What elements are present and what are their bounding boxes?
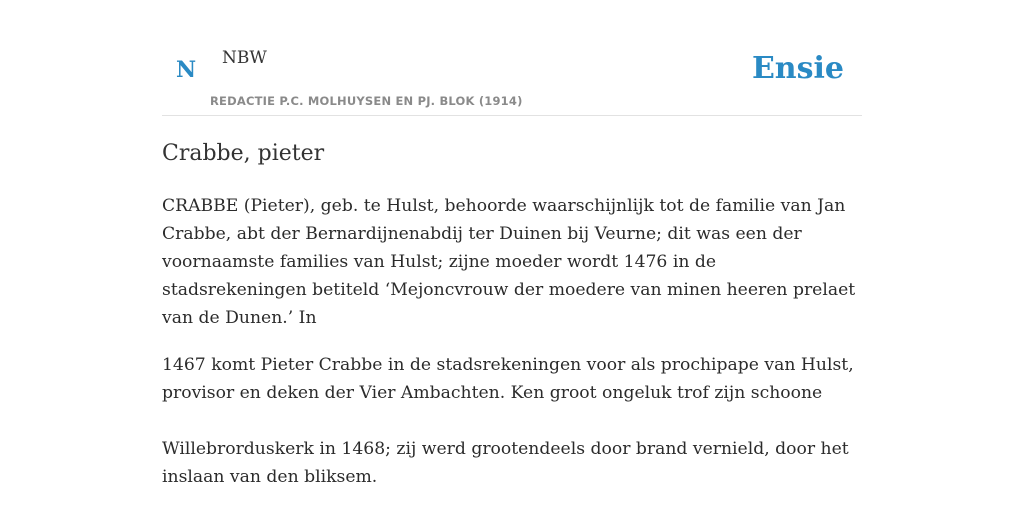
source-name[interactable]: NBW	[222, 48, 267, 68]
brand-logo-link[interactable]: Ensie	[751, 51, 844, 86]
source-header	[162, 40, 862, 116]
article-paragraph: 1467 komt Pieter Crabbe in de stadsrekeningen voor als prochipape van Hulst, provisor en deken der Vier Ambachten. Ken groot ongeluk trof zijn schoone	[162, 355, 854, 403]
source-subtitle: REDACTIE P.C. MOLHUYSEN EN PJ. BLOK (1914)	[210, 94, 523, 108]
article-paragraph: Willebrorduskerk in 1468; zij werd grootendeels door brand vernield, door het inslaan van den bliksem.	[162, 439, 849, 487]
source-logo: N	[176, 57, 197, 83]
article-title: Crabbe, pieter	[162, 141, 325, 166]
article-paragraph: CRABBE (Pieter), geb. te Hulst, behoorde waarschijnlijk tot de familie van Jan Crabbe, abt der Bernardijnenabdij ter Duinen bij Veurne; dit was een der voornaamste families van Hulst; zijne moeder wordt 1476 in de stadsrekeningen betiteld ‘Mejoncvrouw der moedere van minen heeren prelaet van de Dunen.’ In	[162, 196, 856, 328]
article-body	[162, 140, 862, 491]
